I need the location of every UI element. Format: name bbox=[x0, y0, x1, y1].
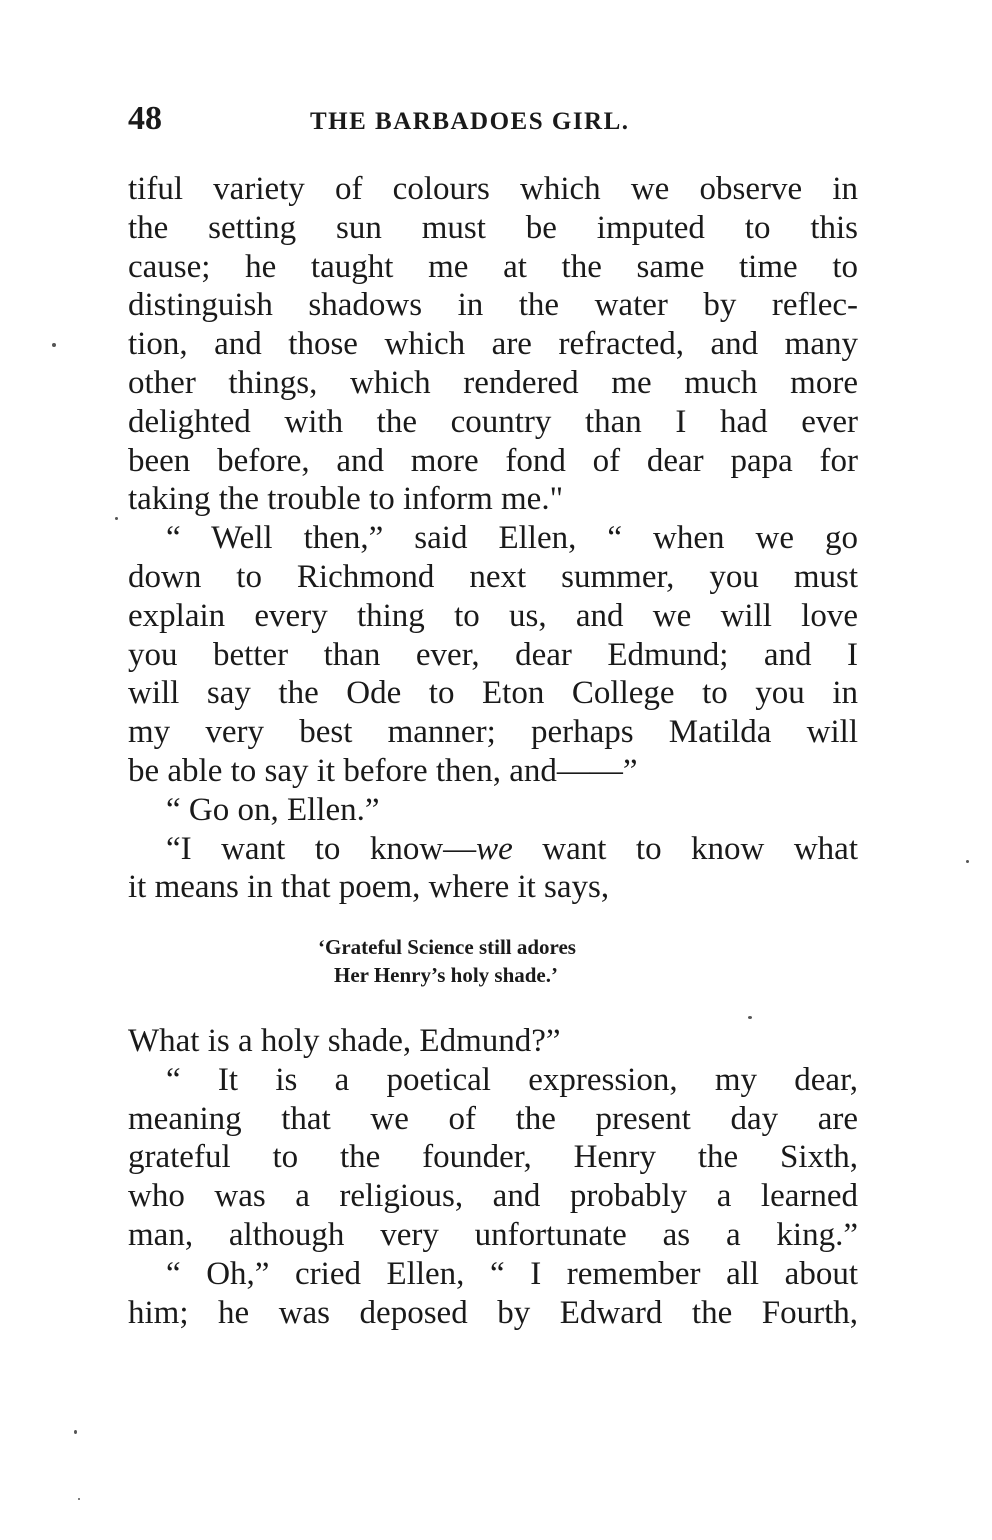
text-line: man, although very unfortunate as a king.” bbox=[128, 1216, 858, 1253]
scan-speck bbox=[748, 1016, 752, 1019]
body-text-upper bbox=[128, 170, 858, 907]
text-line: be able to say it before then, and——” bbox=[128, 752, 638, 789]
scan-speck bbox=[74, 1430, 77, 1434]
body-text-lower bbox=[128, 1022, 858, 1332]
text-line: will say the Ode to Eton College to you in bbox=[128, 675, 858, 712]
text-line: meaning that we of the present day are bbox=[128, 1100, 858, 1137]
text-segment: “I want to know— bbox=[166, 830, 477, 867]
text-line: What is a holy shade, Edmund?” bbox=[128, 1023, 561, 1059]
text-line: it means in that poem, where it says, bbox=[128, 869, 610, 906]
text-line: “ Oh,” cried Ellen, “ I remember all about bbox=[166, 1255, 858, 1292]
text-line: “ It is a poetical expression, my dear, bbox=[166, 1061, 858, 1098]
scan-speck bbox=[52, 343, 56, 347]
text-line-mixed bbox=[128, 830, 858, 869]
text-line: my very best manner; perhaps Matilda will bbox=[128, 714, 858, 751]
text-line: distinguish shadows in the water by reflec- bbox=[128, 287, 858, 324]
emphasis-word: we bbox=[476, 830, 513, 867]
verse-line: Her Henry’s holy shade.’ bbox=[334, 963, 558, 987]
text-line: “ Well then,” said Ellen, “ when we go bbox=[166, 520, 858, 557]
text-line: been before, and more fond of dear papa for bbox=[128, 442, 858, 479]
text-line: delighted with the country than I had ever bbox=[128, 403, 858, 440]
text-line: him; he was deposed by Edward the Fourth, bbox=[128, 1294, 858, 1331]
text-line: who was a religious, and probably a learned bbox=[128, 1178, 858, 1215]
text-line: cause; he taught me at the same time to bbox=[128, 248, 858, 285]
text-line: other things, which rendered me much more bbox=[128, 364, 858, 401]
page-number: 48 bbox=[128, 100, 162, 137]
text-line: down to Richmond next summer, you must bbox=[128, 558, 858, 595]
text-line: “ Go on, Ellen.” bbox=[166, 791, 380, 828]
scan-speck bbox=[115, 517, 118, 520]
scan-speck bbox=[966, 860, 969, 863]
page-header bbox=[128, 100, 858, 146]
text-line: tion, and those which are refracted, and many bbox=[128, 326, 858, 363]
text-line: you better than ever, dear Edmund; and I bbox=[128, 636, 858, 673]
running-head: THE BARBADOES GIRL. bbox=[310, 108, 630, 135]
text-line: taking the trouble to inform me." bbox=[128, 481, 564, 518]
text-line: tiful variety of colours which we observe in bbox=[128, 171, 858, 207]
text-line: grateful to the founder, Henry the Sixth, bbox=[128, 1139, 858, 1176]
text-line: explain every thing to us, and we will love bbox=[128, 597, 858, 634]
scan-speck bbox=[78, 1498, 80, 1500]
text-line: the setting sun must be imputed to this bbox=[128, 209, 858, 246]
verse-line: ‘Grateful Science still adores bbox=[318, 935, 576, 959]
text-segment: want to know what bbox=[512, 830, 858, 867]
verse-quote bbox=[318, 933, 576, 989]
